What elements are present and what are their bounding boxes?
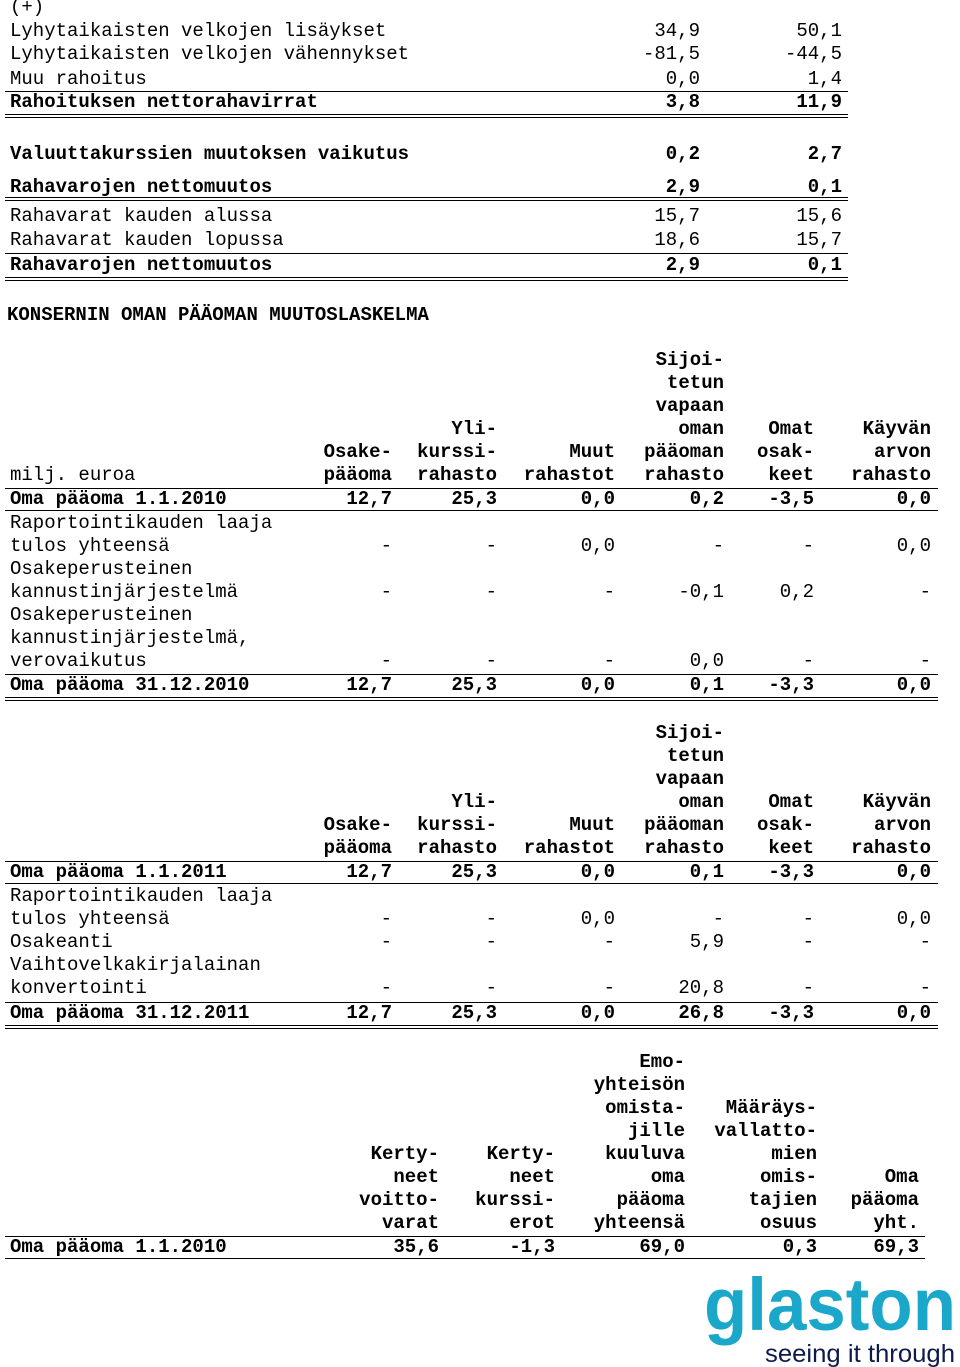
cell-value: 0,0 <box>896 908 931 930</box>
cell-value: - <box>485 535 497 557</box>
cell-value: - <box>603 977 615 999</box>
cashflow-value-2011: 2,9 <box>665 176 700 198</box>
column-header: osuus <box>759 1212 817 1234</box>
cashflow-row-label: Valuuttakurssien muutoksen vaikutus <box>10 143 410 165</box>
column-header: keet <box>768 464 814 486</box>
cell-value: 0,2 <box>779 581 814 603</box>
unit-label: milj. euroa <box>10 464 136 486</box>
cashflow-value-2010: 0,1 <box>807 254 842 276</box>
cell-value: - <box>380 977 392 999</box>
column-header: Osake- <box>323 814 392 836</box>
column-header: Omat <box>768 791 814 813</box>
column-header: pääoma <box>616 1189 685 1211</box>
double-rule <box>5 277 848 281</box>
column-header: arvon <box>873 814 931 836</box>
cell-value: - <box>802 650 814 672</box>
column-header: Omat <box>768 418 814 440</box>
cashflow-row-label: Rahoituksen nettorahavirrat <box>10 91 318 113</box>
column-header: neet <box>509 1166 555 1188</box>
cell-value: -3,3 <box>768 674 814 696</box>
row-label: Oma pääoma 1.1.2011 <box>10 861 227 883</box>
cell-value: - <box>919 931 931 953</box>
column-header: varat <box>381 1212 439 1234</box>
column-header: rahasto <box>851 837 931 859</box>
cashflow-value-2010: 15,7 <box>796 229 842 251</box>
column-header: oman <box>678 418 724 440</box>
cell-value: 35,6 <box>393 1236 439 1258</box>
column-header: pääoman <box>644 441 724 463</box>
column-header: keet <box>768 837 814 859</box>
cell-value: 20,8 <box>678 977 724 999</box>
cell-value: - <box>380 535 392 557</box>
column-header: Määräys- <box>725 1097 817 1119</box>
cashflow-value-2011: 2,9 <box>665 254 700 276</box>
column-header: tetun <box>666 372 724 394</box>
cell-value: - <box>802 977 814 999</box>
cell-value: 25,3 <box>451 674 497 696</box>
cashflow-value-2010: 50,1 <box>796 20 842 42</box>
cell-value: 0,0 <box>580 861 615 883</box>
column-header: Emo- <box>639 1051 685 1073</box>
column-header: omis- <box>759 1166 817 1188</box>
cell-value: -0,1 <box>678 581 724 603</box>
rule <box>5 1002 938 1003</box>
row-label: Osakeanti <box>10 931 113 953</box>
column-header: osak- <box>756 441 814 463</box>
row-label: kannustinjärjestelmä <box>10 581 239 603</box>
column-header: tetun <box>666 745 724 767</box>
cell-value: 0,1 <box>689 674 724 696</box>
column-header: pääoma <box>323 464 392 486</box>
cell-value: - <box>485 931 497 953</box>
cell-value: - <box>485 977 497 999</box>
column-header: pääoma <box>323 837 392 859</box>
cell-value: 26,8 <box>678 1002 724 1024</box>
column-header: oman <box>678 791 724 813</box>
column-header: tajien <box>748 1189 817 1211</box>
cashflow-row-label: Rahavarat kauden lopussa <box>10 229 284 251</box>
row-label: Osakeperusteinen <box>10 604 193 626</box>
cell-value: 12,7 <box>346 488 392 510</box>
cell-value: - <box>603 581 615 603</box>
column-header: rahasto <box>644 464 724 486</box>
column-header: vapaan <box>655 768 724 790</box>
column-header: arvon <box>873 441 931 463</box>
column-header: neet <box>393 1166 439 1188</box>
column-header: Oma <box>884 1166 919 1188</box>
cell-value: -3,5 <box>768 488 814 510</box>
cell-value: - <box>380 650 392 672</box>
cell-value: - <box>380 581 392 603</box>
row-label: Osakeperusteinen <box>10 558 193 580</box>
column-header: rahastot <box>523 464 615 486</box>
cell-value: 0,0 <box>896 535 931 557</box>
cell-value: 0,0 <box>689 650 724 672</box>
cell-value: - <box>485 908 497 930</box>
cell-value: 0,0 <box>896 861 931 883</box>
column-header: rahastot <box>523 837 615 859</box>
cell-value: 0,0 <box>896 488 931 510</box>
cashflow-row-label: Muu rahoitus <box>10 68 147 90</box>
column-header: Yli- <box>451 418 497 440</box>
cell-value: - <box>485 581 497 603</box>
double-rule <box>5 1025 938 1029</box>
rule <box>5 883 938 884</box>
cell-value: - <box>603 931 615 953</box>
cell-value: 5,9 <box>689 931 724 953</box>
logo-brand: glaston <box>704 1263 956 1346</box>
column-header: vapaan <box>655 395 724 417</box>
column-header: omista- <box>605 1097 685 1119</box>
cell-value: - <box>919 650 931 672</box>
column-header: pääoma <box>850 1189 919 1211</box>
rule <box>5 1258 925 1259</box>
cell-value: - <box>380 908 392 930</box>
cell-value: 0,0 <box>896 674 931 696</box>
cashflow-row-label: Lyhytaikaisten velkojen lisäykset <box>10 20 387 42</box>
column-header: Muut <box>569 441 615 463</box>
column-header: kurssi- <box>475 1189 555 1211</box>
cashflow-value-2010: 2,7 <box>807 143 842 165</box>
cell-value: 12,7 <box>346 1002 392 1024</box>
cashflow-row-label: Rahavarat kauden alussa <box>10 205 273 227</box>
cell-value: 0,0 <box>580 535 615 557</box>
row-label: verovaikutus <box>10 650 147 672</box>
cell-value: 0,0 <box>580 674 615 696</box>
cell-value: - <box>603 650 615 672</box>
cell-value: 25,3 <box>451 488 497 510</box>
cashflow-row-label: Rahavarojen nettomuutos <box>10 254 273 276</box>
column-header: mien <box>771 1143 817 1165</box>
cashflow-value-2011: 3,8 <box>665 91 700 113</box>
cell-value: - <box>802 908 814 930</box>
column-header: rahasto <box>644 837 724 859</box>
row-label: Vaihtovelkakirjalainan <box>10 954 261 976</box>
cashflow-value-2011: 0,2 <box>665 143 700 165</box>
row-label: kannustinjärjestelmä, <box>10 627 250 649</box>
column-header: Kerty- <box>370 1143 439 1165</box>
column-header: rahasto <box>417 464 497 486</box>
cell-value: -3,3 <box>768 861 814 883</box>
row-label: Oma pääoma 31.12.2011 <box>10 1002 250 1024</box>
cashflow-value-2011: 18,6 <box>654 229 700 251</box>
cell-value: 12,7 <box>346 861 392 883</box>
column-header: oma <box>650 1166 685 1188</box>
row-label: Raportointikauden laaja <box>10 885 273 907</box>
row-label: Oma pääoma 1.1.2010 <box>10 488 227 510</box>
cell-value: 69,0 <box>639 1236 685 1258</box>
cell-value: -1,3 <box>509 1236 555 1258</box>
cell-value: 0,0 <box>896 1002 931 1024</box>
cashflow-value-2011: -81,5 <box>642 43 700 65</box>
column-header: rahasto <box>417 837 497 859</box>
cell-value: 12,7 <box>346 674 392 696</box>
double-rule <box>5 197 848 201</box>
column-header: jille <box>627 1120 685 1142</box>
double-rule <box>5 114 848 118</box>
row-label: tulos yhteensä <box>10 908 170 930</box>
double-rule <box>5 697 938 701</box>
cell-value: 0,3 <box>782 1236 817 1258</box>
rule <box>5 253 848 254</box>
column-header: Sijoi- <box>655 722 724 744</box>
column-header: Käyvän <box>862 791 931 813</box>
rule <box>5 91 848 92</box>
column-header: kurssi- <box>417 441 497 463</box>
column-header: yht. <box>873 1212 919 1234</box>
cashflow-value-2011: 34,9 <box>654 20 700 42</box>
cell-value: - <box>919 581 931 603</box>
cell-value: 0,2 <box>689 488 724 510</box>
column-header: kuuluva <box>605 1143 685 1165</box>
cell-value: 0,1 <box>689 861 724 883</box>
cashflow-value-2010: 11,9 <box>796 91 842 113</box>
row-label: konvertointi <box>10 977 147 999</box>
column-header: Osake- <box>323 441 392 463</box>
column-header: pääoman <box>644 814 724 836</box>
cell-value: 25,3 <box>451 1002 497 1024</box>
cell-value: - <box>802 535 814 557</box>
column-header: Yli- <box>451 791 497 813</box>
cashflow-value-2011: 0,0 <box>665 68 700 90</box>
column-header: Kerty- <box>486 1143 555 1165</box>
cell-value: - <box>919 977 931 999</box>
cell-value: - <box>712 535 724 557</box>
cell-value: 25,3 <box>451 861 497 883</box>
cell-value: - <box>380 931 392 953</box>
rule <box>5 674 938 675</box>
equity-heading: KONSERNIN OMAN PÄÄOMAN MUUTOSLASKELMA <box>7 304 429 326</box>
cell-value: 69,3 <box>873 1236 919 1258</box>
column-header: osak- <box>756 814 814 836</box>
row-label: tulos yhteensä <box>10 535 170 557</box>
column-header: yhteisön <box>593 1074 685 1096</box>
column-header: rahasto <box>851 464 931 486</box>
cell-value: - <box>712 908 724 930</box>
column-header: erot <box>509 1212 555 1234</box>
cell-value: 0,0 <box>580 1002 615 1024</box>
row-label: Oma pääoma 31.12.2010 <box>10 674 250 696</box>
cell-value: 0,0 <box>580 488 615 510</box>
plus-marker: (+) <box>10 0 45 18</box>
cell-value: 0,0 <box>580 908 615 930</box>
cell-value: - <box>485 650 497 672</box>
cashflow-value-2010: 1,4 <box>807 68 842 90</box>
cashflow-row-label: Rahavarojen nettomuutos <box>10 176 273 198</box>
column-header: kurssi- <box>417 814 497 836</box>
column-header: Muut <box>569 814 615 836</box>
rule <box>5 510 938 511</box>
cashflow-value-2010: 0,1 <box>807 176 842 198</box>
logo-tagline: seeing it through <box>765 1340 955 1367</box>
column-header: voitto- <box>359 1189 439 1211</box>
row-label: Oma pääoma 1.1.2010 <box>10 1236 227 1258</box>
glaston-logo <box>700 1262 960 1367</box>
column-header: Käyvän <box>862 418 931 440</box>
cashflow-value-2010: -44,5 <box>784 43 842 65</box>
cell-value: -3,3 <box>768 1002 814 1024</box>
cashflow-value-2011: 15,7 <box>654 205 700 227</box>
column-header: vallatto- <box>714 1120 817 1142</box>
column-header: yhteensä <box>593 1212 685 1234</box>
cashflow-value-2010: 15,6 <box>796 205 842 227</box>
column-header: Sijoi- <box>655 349 724 371</box>
row-label: Raportointikauden laaja <box>10 512 273 534</box>
cashflow-row-label: Lyhytaikaisten velkojen vähennykset <box>10 43 410 65</box>
cell-value: - <box>802 931 814 953</box>
